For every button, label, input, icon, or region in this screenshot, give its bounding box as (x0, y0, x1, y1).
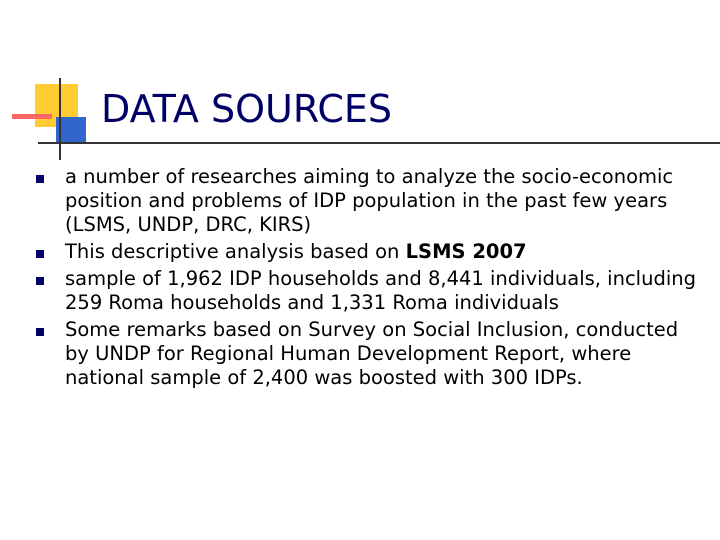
bullet-item (36, 318, 696, 390)
bullet-item (36, 267, 696, 315)
bullet-text: a number of researches aiming to analyze the socio-economic position and problems of IDP population in the past few years (LSMS, UNDP, DRC, KIRS) (65, 165, 674, 236)
bullet-text: This descriptive analysis based on (65, 240, 406, 263)
bullet-marker-icon (36, 250, 44, 258)
bullet-marker-icon (36, 328, 44, 336)
slide-title: DATA SOURCES (101, 87, 392, 131)
bullet-item (36, 165, 696, 237)
bullet-list (36, 165, 696, 390)
bullet-text: Some remarks based on Survey on Social Inclusion, conducted by UNDP for Regional Human Development Report, where national sample of 2,400 was boosted with 300 IDPs. (65, 318, 679, 389)
ornament-red-bar (12, 114, 52, 119)
bullet-item (36, 240, 696, 264)
bullet-text: sample of 1,962 IDP households and 8,441 individuals, including 259 Roma households and 1,331 Roma individuals (65, 267, 696, 314)
bullet-marker-icon (36, 277, 44, 285)
bullet-marker-icon (36, 175, 44, 183)
bullet-text-bold: LSMS 2007 (405, 240, 527, 263)
